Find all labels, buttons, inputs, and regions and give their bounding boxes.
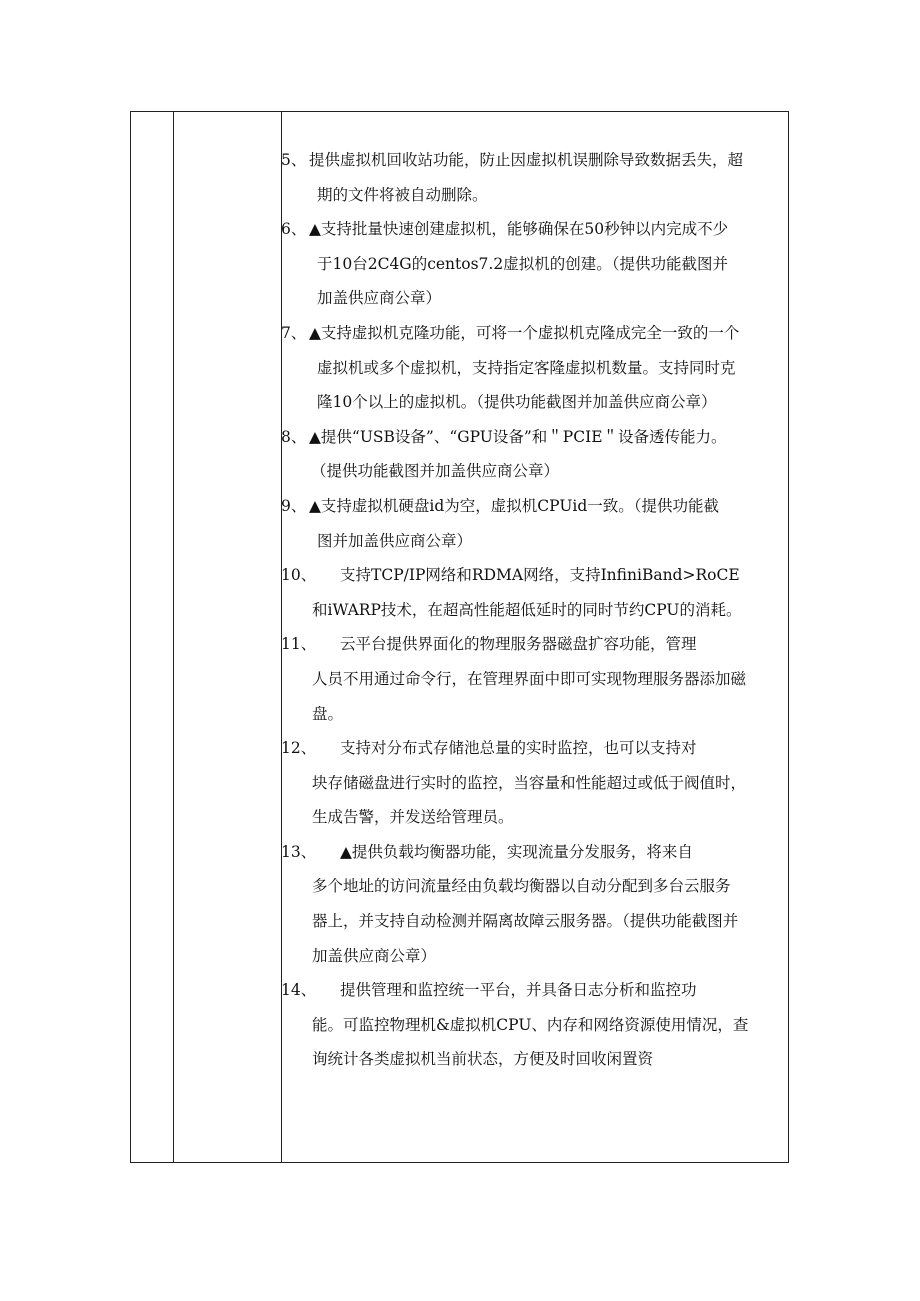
list-line — [281, 1042, 789, 1077]
item-text: 盘。 — [312, 704, 344, 723]
list-line — [281, 766, 789, 801]
item-text: 云平台提供界面化的物理服务器磁盘扩容功能，管理 — [340, 635, 697, 654]
list-line — [281, 558, 789, 593]
item-text: 支持TCP/IP网络和RDMA网络，支持InfiniBand>RoCE — [340, 566, 740, 585]
item-number: 14、 — [281, 981, 317, 1000]
item-text: 隆10个以上的虚拟机。（提供功能截图并加盖供应商公章） — [317, 393, 717, 412]
item-number: 8、 — [281, 427, 307, 446]
item-number: 5、 — [281, 151, 307, 169]
item-text: ▲支持批量快速创建虚拟机，能够确保在50秒钟以内完成不少 — [309, 220, 729, 239]
item-text: 能。可监控物理机&虚拟机CPU、内存和网络资源使用情况，查 — [312, 1015, 749, 1034]
list-line — [281, 731, 789, 766]
item-number: 9、 — [281, 496, 307, 515]
item-text: 器上，并支持自动检测并隔离故障云服务器。（提供功能截图并 — [312, 912, 739, 931]
item-text: 加盖供应商公章） — [317, 289, 442, 308]
list-line — [281, 524, 789, 559]
list-line — [281, 281, 789, 316]
item-number: 11、 — [281, 635, 317, 654]
item-text: 人员不用通过命令行，在管理界面中即可实现物理服务器添加磁 — [312, 669, 747, 688]
item-text: ▲支持虚拟机硬盘id为空，虚拟机CPUid一致。（提供功能截 — [309, 496, 720, 515]
list-line — [281, 973, 789, 1008]
item-text: 多个地址的访问流量经由负载均衡器以自动分配到多台云服务 — [312, 877, 731, 896]
item-text: 和iWARP技术，在超高性能超低延时的同时节约CPU的消耗。 — [312, 600, 742, 619]
requirements-list — [281, 143, 789, 1077]
list-line — [281, 212, 789, 247]
list-line — [281, 420, 789, 455]
list-line — [281, 385, 789, 420]
list-line — [281, 939, 789, 974]
list-line — [281, 869, 789, 904]
item-number: 6、 — [281, 220, 307, 239]
item-text: 虚拟机或多个虚拟机，支持指定客隆虚拟机数量。支持同时克 — [317, 358, 736, 377]
list-line — [281, 247, 789, 282]
item-text: 于10台2C4G的centos7.2虚拟机的创建。（提供功能截图并 — [317, 254, 728, 273]
item-text: ▲支持虚拟机克隆功能，可将一个虚拟机克隆成完全一致的一个 — [309, 323, 740, 342]
item-text: 提供管理和监控统一平台，并具备日志分析和监控功 — [340, 981, 697, 1000]
item-text: 期的文件将被自动删除。 — [317, 185, 488, 204]
list-line — [281, 489, 789, 524]
item-text: 询统计各类虚拟机当前状态，方便及时回收闲置资 — [312, 1050, 654, 1069]
item-number: 10、 — [281, 566, 317, 585]
list-line — [281, 627, 789, 662]
list-line — [281, 593, 789, 628]
list-line — [281, 662, 789, 697]
item-text: 图并加盖供应商公章） — [317, 531, 473, 550]
item-text: ▲提供负载均衡器功能，实现流量分发服务，将来自 — [340, 842, 693, 861]
item-number: 7、 — [281, 323, 307, 342]
column-divider — [173, 112, 174, 1162]
item-text: ▲提供“USB设备”、“GPU设备”和＂PCIE＂设备透传能力。 — [309, 427, 727, 446]
list-line — [281, 316, 789, 351]
item-text: 生成告警，并发送给管理员。 — [312, 808, 514, 827]
spec-table — [130, 111, 789, 1163]
list-line — [281, 143, 789, 178]
item-text: 加盖供应商公章） — [312, 946, 437, 965]
list-line — [281, 351, 789, 386]
list-line — [281, 178, 789, 213]
item-text: 提供虚拟机回收站功能，防止因虚拟机误删除导致数据丢失，超 — [309, 151, 744, 169]
item-text: 块存储磁盘进行实时的监控，当容量和性能超过或低于阀值时， — [312, 773, 747, 792]
list-line — [281, 835, 789, 870]
list-line — [281, 1008, 789, 1043]
list-line — [281, 697, 789, 732]
item-number: 12、 — [281, 739, 317, 758]
item-text: （提供功能截图并加盖供应商公章） — [311, 462, 560, 481]
list-line — [281, 454, 789, 489]
list-line — [281, 904, 789, 939]
list-line — [281, 800, 789, 835]
item-text: 支持对分布式存储池总量的实时监控，也可以支持对 — [340, 739, 697, 758]
item-number: 13、 — [281, 842, 317, 861]
